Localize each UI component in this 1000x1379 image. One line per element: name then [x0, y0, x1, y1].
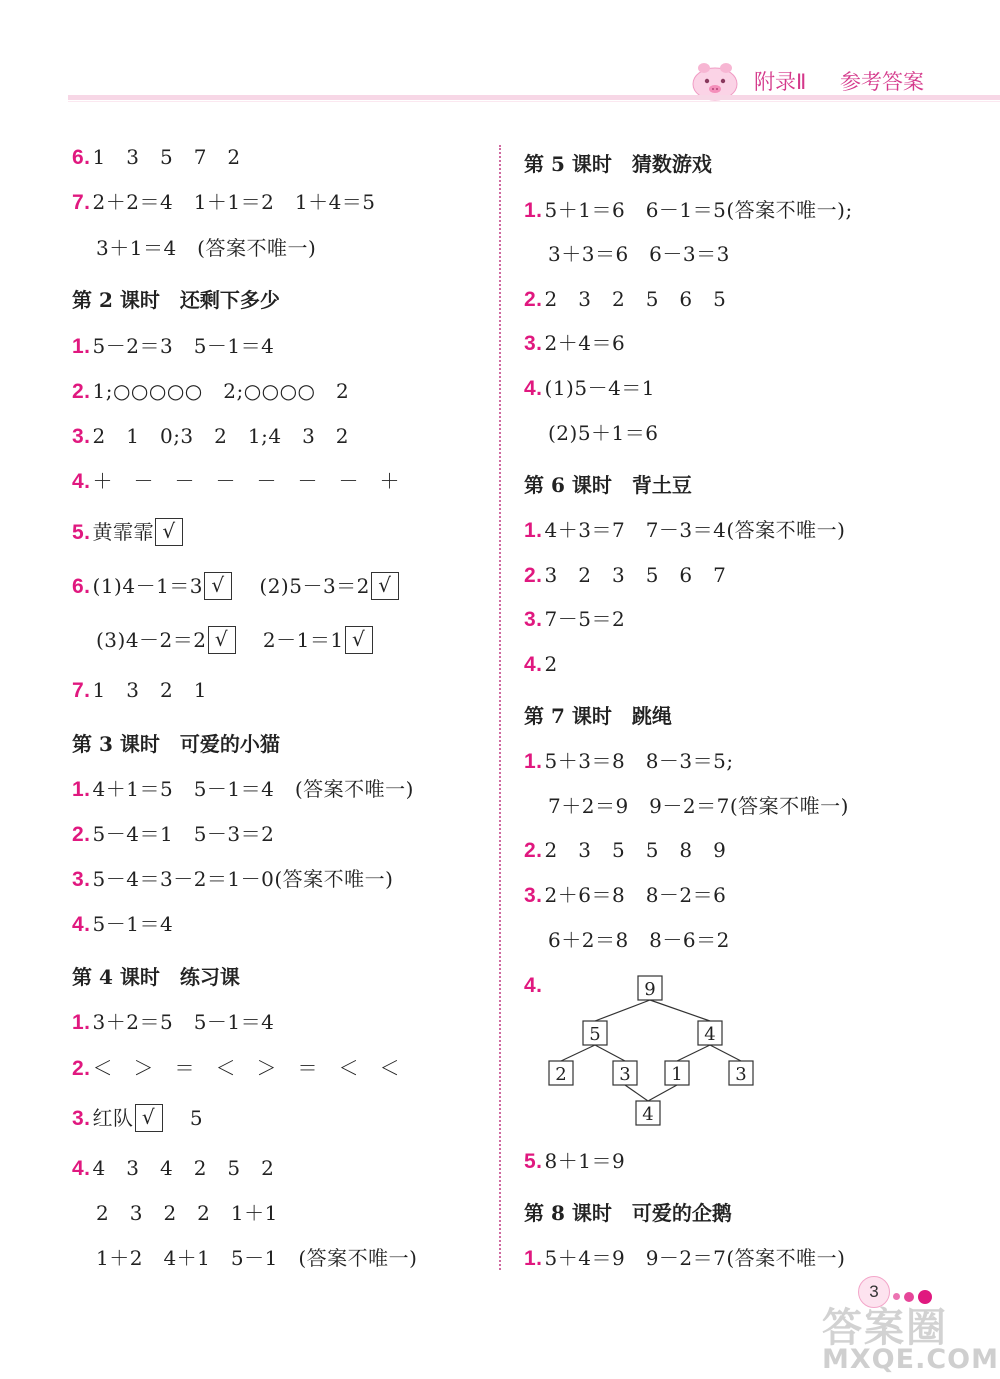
question-number: 1. — [524, 199, 543, 222]
check-box: √ — [345, 626, 373, 654]
question-number: 4. — [72, 470, 91, 493]
answer-line — [72, 423, 349, 450]
answer-text: 5＋4＝9 9－2＝7(答案不唯一) — [544, 1246, 846, 1270]
check-box: √ — [204, 572, 232, 600]
answer-text: (1)4－1＝3 — [92, 574, 204, 598]
answer-line — [72, 519, 183, 548]
watermark — [818, 1296, 999, 1376]
answer-line — [524, 286, 726, 313]
question-number: 6. — [72, 146, 91, 169]
answer-line — [548, 420, 659, 446]
answer-line — [524, 837, 726, 864]
header-rule-thin — [68, 101, 1000, 102]
tree-value-left-left: 2 — [555, 1064, 567, 1085]
tree-value-bottom: 4 — [642, 1104, 654, 1125]
tree-value-top: 9 — [644, 979, 656, 1000]
tree-value-left-right: 3 — [619, 1064, 631, 1085]
answer-line — [72, 573, 399, 602]
answer-line — [524, 606, 625, 633]
answer-text: 6＋2＝8 8－6＝2 — [548, 928, 730, 952]
answer-line — [524, 197, 853, 224]
answer-line — [524, 651, 558, 678]
question-number: 2. — [72, 1057, 91, 1080]
lesson-heading: 第 8 课时 可爱的企鹅 — [524, 1201, 732, 1225]
answer-line — [72, 1055, 400, 1082]
answer-line — [96, 1200, 278, 1226]
answer-text: 红队 — [92, 1106, 134, 1130]
appendix-label: 附录Ⅱ — [754, 70, 807, 94]
header-rule — [68, 95, 1000, 100]
question-number: 3. — [524, 884, 543, 907]
answer-text: 5－4＝3－2＝1－0(答案不唯一) — [92, 867, 394, 891]
answer-line — [96, 627, 373, 656]
check-box: √ — [208, 626, 236, 654]
lesson-heading: 第 7 课时 跳绳 — [524, 704, 672, 728]
answer-text: 1 3 2 1 — [92, 678, 207, 702]
answer-line — [524, 1148, 625, 1175]
question-number: 1. — [72, 778, 91, 801]
question-number: 1. — [72, 1011, 91, 1034]
question-number: 4. — [72, 913, 91, 936]
number-tree-diagram — [540, 968, 770, 1133]
answer-line — [72, 776, 414, 803]
answer-text: (2)5－3＝2 — [259, 574, 370, 598]
answer-line — [72, 378, 349, 405]
question-number: 7. — [72, 191, 91, 214]
answer-line — [72, 911, 173, 938]
answer-text: 5－1＝4 — [92, 912, 174, 936]
question-number: 4. — [524, 653, 543, 676]
answer-text: 1＋2 4＋1 5－1 (答案不唯一) — [96, 1246, 418, 1270]
answer-text: (1)5－4＝1 — [544, 376, 656, 400]
lesson-heading: 第 6 课时 背土豆 — [524, 473, 692, 497]
question-number: 5. — [72, 521, 91, 544]
answer-text: ＜ ＞ ＝ ＜ ＞ ＝ ＜ ＜ — [92, 1056, 401, 1080]
answer-text: (3)4－2＝2 — [96, 628, 207, 652]
answer-line — [524, 1245, 845, 1272]
answer-text: 5－2＝3 5－1＝4 — [92, 334, 275, 358]
question-number: 7. — [72, 679, 91, 702]
check-box: √ — [371, 572, 399, 600]
lesson-heading: 第 4 课时 练习课 — [72, 965, 240, 989]
page-number: 3 — [858, 1276, 890, 1308]
answer-text: 2＋4＝6 — [544, 331, 626, 355]
answer-text: 8＋1＝9 — [544, 1149, 626, 1173]
lesson-heading: 第 5 课时 猜数游戏 — [524, 152, 712, 176]
answer-line — [72, 1155, 274, 1182]
question-number: 4. — [524, 377, 543, 400]
question-number: 1. — [72, 335, 91, 358]
answer-line — [72, 677, 207, 704]
question-number: 2. — [524, 564, 543, 587]
column-divider — [499, 145, 501, 1270]
question-number: 2. — [72, 380, 91, 403]
page-header — [0, 0, 1000, 110]
question-number: 3. — [72, 1107, 91, 1130]
answer-line — [524, 517, 845, 544]
answer-line — [72, 144, 241, 171]
lesson-heading: 第 3 课时 可爱的小猫 — [72, 732, 280, 756]
tree-value-right-left: 1 — [671, 1064, 683, 1085]
question-number: 5. — [524, 1150, 543, 1173]
answer-line — [548, 927, 730, 953]
lesson-heading: 第 2 课时 还剩下多少 — [72, 288, 280, 312]
answer-line — [524, 748, 734, 775]
answer-line — [72, 333, 274, 360]
question-number: 3. — [72, 868, 91, 891]
question-number: 3. — [524, 608, 543, 631]
tree-value-right-right: 3 — [735, 1064, 747, 1085]
tree-value-right: 4 — [704, 1024, 716, 1045]
watermark-logo-text: 答案圈 — [822, 1305, 948, 1351]
answer-text: 1;○○○○○ 2;○○○○ 2 — [92, 379, 350, 403]
answer-text: 2 3 2 5 6 5 — [544, 287, 727, 311]
check-box: √ — [155, 518, 183, 546]
check-box: √ — [135, 1104, 163, 1132]
answer-text: 4 3 4 2 5 2 — [92, 1156, 275, 1180]
answer-line — [96, 235, 316, 261]
answer-line — [72, 189, 376, 216]
watermark-url: MXQE.COM — [822, 1344, 999, 1375]
answer-line — [524, 882, 726, 909]
answer-text: 5－4＝1 5－3＝2 — [92, 822, 275, 846]
answer-text: 2 3 2 2 1＋1 — [96, 1201, 278, 1225]
answer-line — [548, 793, 849, 819]
answer-text: 2 — [544, 652, 558, 676]
answer-line — [524, 330, 625, 357]
answer-line — [524, 375, 655, 402]
answer-line — [72, 1105, 203, 1134]
answer-text: 2 1 0;3 2 1;4 3 2 — [92, 424, 350, 448]
question-number: 1. — [524, 750, 543, 773]
question-number: 4. — [72, 1157, 91, 1180]
answer-text: 4＋3＝7 7－3＝4(答案不唯一) — [544, 518, 846, 542]
question-number: 2. — [524, 839, 543, 862]
question-number: 1. — [524, 1247, 543, 1270]
answer-text: 1 3 5 7 2 — [92, 145, 241, 169]
answer-text: 黄霏霏 — [92, 520, 155, 544]
answer-line — [72, 821, 274, 848]
answer-text: 4＋1＝5 5－1＝4 (答案不唯一) — [92, 777, 414, 801]
answer-text: 5＋3＝8 8－3＝5; — [544, 749, 734, 773]
answer-text: 3＋2＝5 5－1＝4 — [92, 1010, 275, 1034]
answer-line — [524, 562, 726, 589]
question-number: 3. — [72, 425, 91, 448]
answer-text: 7＋2＝9 9－2＝7(答案不唯一) — [548, 794, 849, 818]
tree-value-left: 5 — [589, 1024, 601, 1045]
answer-text: ＋ － － － － － － ＋ — [92, 469, 401, 493]
answer-line — [548, 241, 730, 267]
answer-text: 7－5＝2 — [544, 607, 626, 631]
answer-text: 2＋6＝8 8－2＝6 — [544, 883, 727, 907]
question-number: 1. — [524, 519, 543, 542]
question-number: 3. — [524, 332, 543, 355]
question-number: 4. — [524, 974, 543, 997]
answer-text: 2 3 5 5 8 9 — [544, 838, 727, 862]
answer-text: (2)5＋1＝6 — [548, 421, 659, 445]
answer-text: 5＋1＝6 6－1＝5(答案不唯一); — [544, 198, 853, 222]
answer-text: 3 2 3 5 6 7 — [544, 563, 727, 587]
answer-line — [72, 468, 400, 495]
answer-text: 5 — [189, 1106, 204, 1130]
answer-line — [72, 1009, 274, 1036]
answer-line — [96, 1245, 417, 1271]
answer-text: 3＋3＝6 6－3＝3 — [548, 242, 730, 266]
answer-text: 2－1＝1 — [262, 628, 344, 652]
answer-line — [72, 866, 393, 893]
question-number: 2. — [524, 288, 543, 311]
question-number: 6. — [72, 575, 91, 598]
header-title: 参考答案 — [840, 70, 924, 94]
answer-text: 2＋2＝4 1＋1＝2 1＋4＝5 — [92, 190, 376, 214]
question-number: 2. — [72, 823, 91, 846]
answer-text: 3＋1＝4 (答案不唯一) — [96, 236, 317, 260]
